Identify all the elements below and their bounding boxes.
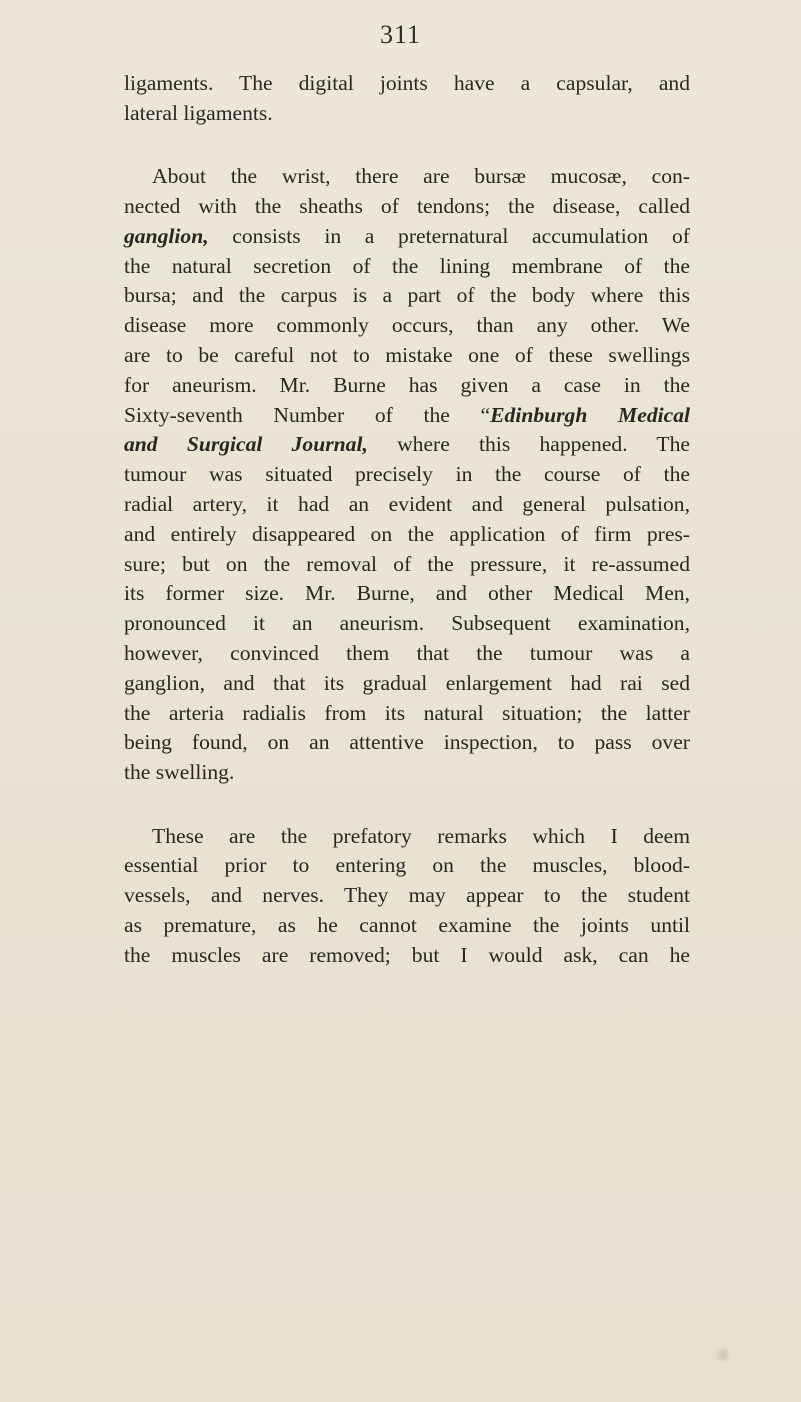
italic-term: ganglion, [124,223,209,248]
text-line: for aneurism. Mr. Burne has given a case in the [124,372,690,397]
italic-title: and Surgical Journal, [124,432,368,457]
text-run: Sixty-seventh Number of the “ [124,402,491,427]
text-run: where this happened. The [367,432,690,457]
text-line: its former size. Mr. Burne, and other Medical Men, [124,581,690,606]
text-line: disease more commonly occurs, than any other. We [124,313,690,338]
text-line: and entirely disappeared on the application of firm pres- [124,521,690,546]
text-line: About the wrist, there are bursæ mucosæ, con- [152,164,690,189]
italic-title: Edinburgh Medical [490,402,690,427]
text-line: vessels, and nerves. They may appear to the student [124,883,690,908]
text-line [124,401,690,431]
text-line: the natural secretion of the lining membrane of the [124,253,690,278]
text-line: essential prior to entering on the muscles, blood- [124,853,690,878]
page-number: 311 [379,20,422,49]
text-run: consists in a preternatural accumulation of [208,223,690,248]
text-line: pronounced it an aneurism. Subsequent examination, [124,611,690,636]
text-line: bursa; and the carpus is a part of the body where this [124,283,690,308]
text-line: lateral ligaments. [124,100,273,125]
text-line: ganglion, and that its gradual enlargement had rai sed [124,670,690,695]
text-line: the arteria radialis from its natural situation; the latter [124,700,690,725]
text-line: being found, on an attentive inspection, to pass over [124,730,690,755]
text-line: tumour was situated precisely in the course of the [124,462,690,487]
text-line [124,222,690,252]
text-line: These are the prefatory remarks which I deem [152,823,690,848]
body-text [124,69,690,971]
text-line: as premature, as he cannot examine the joints until [124,912,690,937]
text-line: radial artery, it had an evident and general pulsation, [124,491,690,516]
paper-stain [716,1345,730,1365]
text-line: nected with the sheaths of tendons; the disease, called [124,193,690,218]
text-line: the muscles are removed; but I would ask, can he [124,942,690,967]
text-line: are to be careful not to mistake one of these swellings [124,342,690,367]
text-line: ligaments. The digital joints have a capsular, and [124,71,690,95]
text-line: however, convinced them that the tumour was a [124,640,690,665]
text-line: sure; but on the removal of the pressure, it re-assumed [124,551,690,576]
text-line: the swelling. [124,760,235,785]
text-line [124,430,690,460]
